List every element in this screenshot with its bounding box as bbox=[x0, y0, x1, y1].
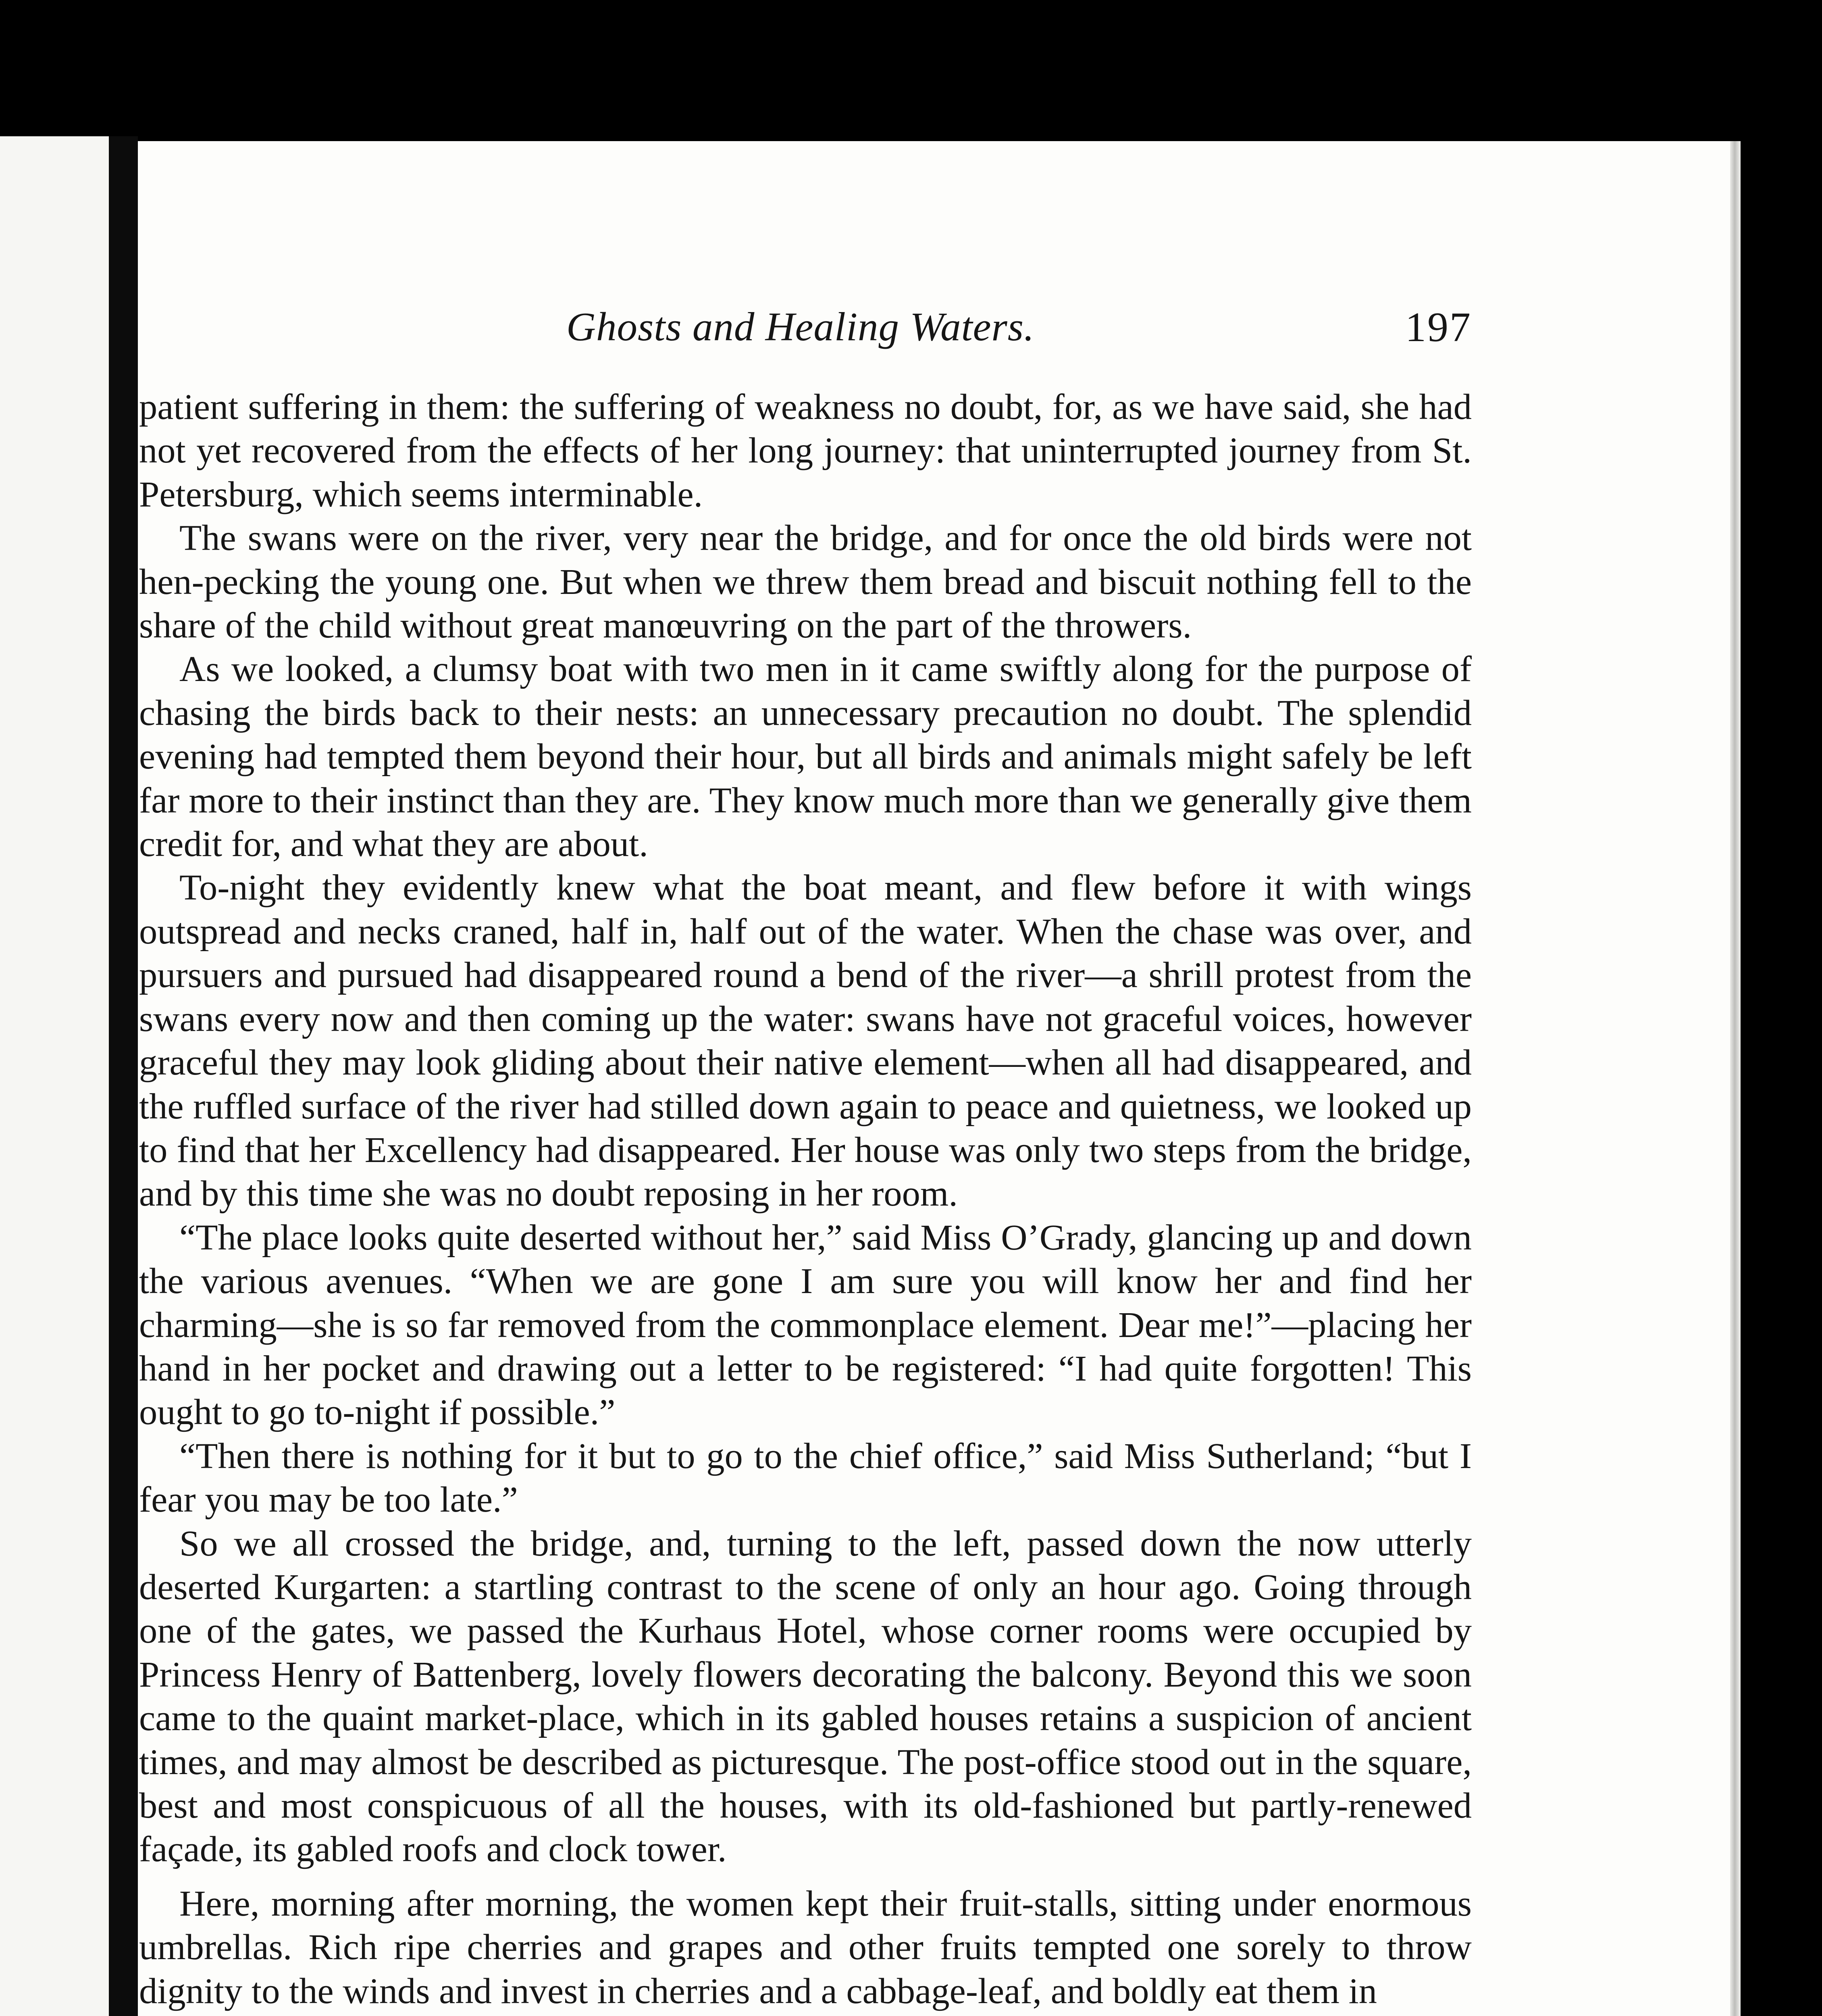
paragraph: The swans were on the river, very near the bridge, and for once the old birds were not hen-pecking the young one. But when we threw them bread and biscuit nothing fell to the share of the child without great manœuvring on the part of the throwers. bbox=[139, 517, 1472, 646]
book-gutter bbox=[109, 136, 138, 2016]
page-right-edge bbox=[1730, 141, 1741, 2016]
running-head-title: Ghosts and Healing Waters. bbox=[566, 304, 1035, 349]
paragraph: So we all crossed the bridge, and, turning to the left, passed down the now utterly deserted Kurgarten: a startling contrast to the scene of only an hour ago. Going through one of the gates, we passed the Kurhaus Hotel, whose corner rooms were occupied by Princess Henry of Battenberg, lovely flowers decorating the balcony. Beyond this we soon came to the quaint market-place, which in its gabled houses retains a suspicion of ancient times, and may almost be described as picturesque. The post-office stood out in the square, best and most conspicuous of all the houses, with its old-fashioned but partly-renewed façade, its gabled roofs and clock tower. bbox=[139, 1522, 1472, 1870]
running-head bbox=[139, 303, 1472, 360]
paragraph: “The place looks quite deserted without her,” said Miss O’Grady, glancing up and down the various avenues. “When we are gone I am sure you will know her and find her charming—she is so far removed from the commonplace element. Dear me!”—placing her hand in her pocket and drawing out a letter to be registered: “I had quite forgotten! This ought to go to-night if possible.” bbox=[139, 1216, 1472, 1433]
paragraph: patient suffering in them: the suffering of weakness no doubt, for, as we have said, she had not yet recovered from the effects of her long journey: that uninterrupted journey from St. Petersburg, which seems interminable. bbox=[139, 386, 1472, 514]
body-text bbox=[139, 385, 1472, 2013]
paragraph: As we looked, a clumsy boat with two men in it came swiftly along for the purpose of chasing the birds back to their nests: an unnecessary precaution no doubt. The splendid evening had tempted them beyond their hour, but all birds and animals might safely be left far more to their instinct than they are. They know much more than we generally give them credit for, and what they are about. bbox=[139, 648, 1472, 864]
paragraph: “Then there is nothing for it but to go to the chief office,” said Miss Sutherland; “but I fear you may be too late.” bbox=[139, 1435, 1472, 1520]
left-page-edge bbox=[0, 136, 109, 2016]
page-number: 197 bbox=[1405, 304, 1472, 350]
paragraph: Here, morning after morning, the women kept their fruit-stalls, sitting under enormous umbrellas. Rich ripe cherries and grapes and other fruits tempted one sorely to throw dignity to the winds and invest in cherries and a cabbage-leaf, and boldly eat them in bbox=[139, 1883, 1472, 2011]
paragraph: To-night they evidently knew what the boat meant, and flew before it with wings outspread and necks craned, half in, half out of the water. When the chase was over, and pursuers and pursued had disappeared round a bend of the river—a shrill protest from the swans every now and then coming up the water: swans have not graceful voices, however graceful they may look gliding about their native element—when all had disappeared, and the ruffled surface of the river had stilled down again to peace and quietness, we looked up to find that her Excellency had disappeared. Her house was only two steps from the bridge, and by this time she was no doubt reposing in her room. bbox=[139, 867, 1472, 1214]
